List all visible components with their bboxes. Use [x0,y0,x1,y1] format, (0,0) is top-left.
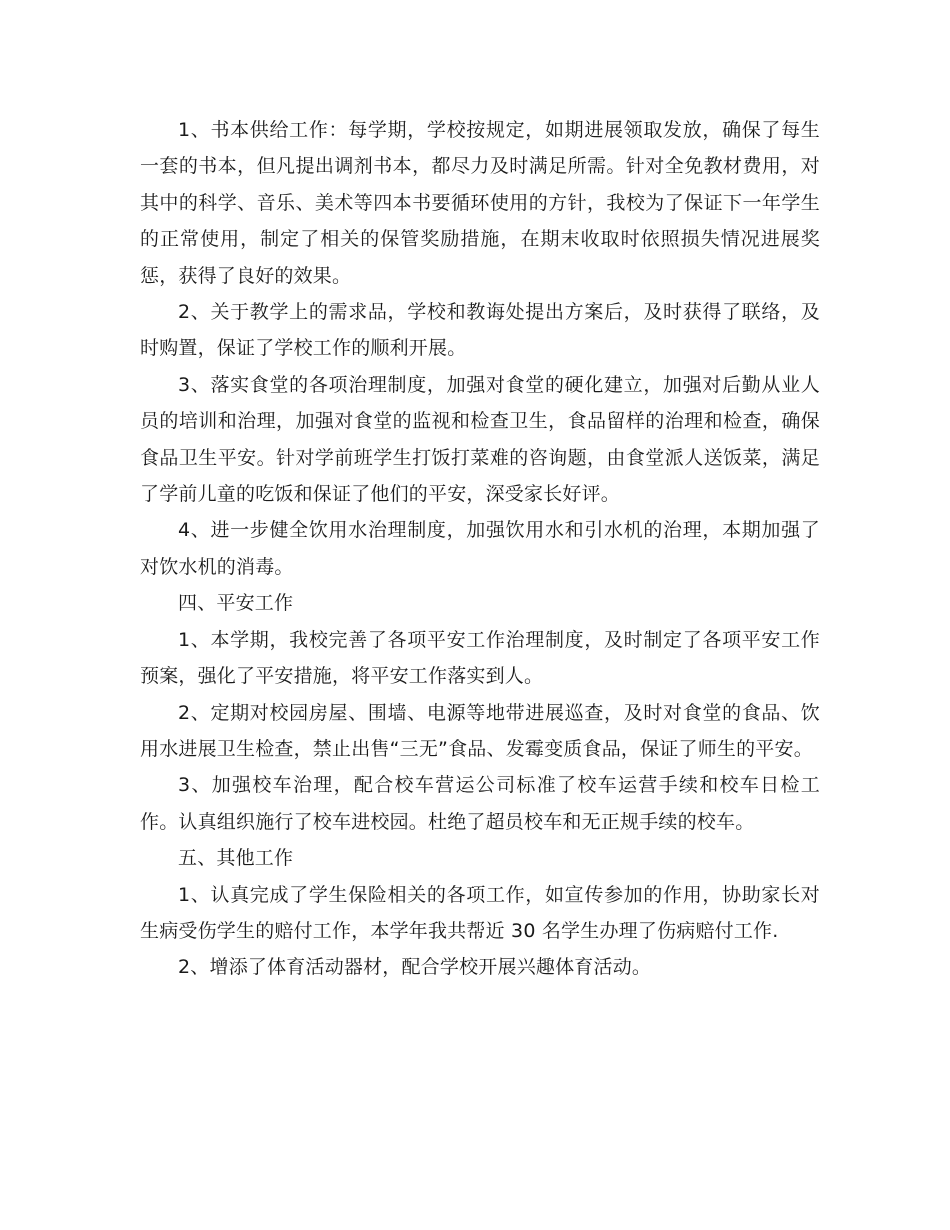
paragraph-school-bus: 3、加强校车治理，配合校车营运公司标准了校车运营手续和校车日检工作。认真组织施行了校车进校园。杜绝了超员校车和无正规手续的校车。 [140,774,820,833]
paragraph-drinking-water: 4、进一步健全饮用水治理制度，加强饮用水和引水机的治理，本期加强了对饮水机的消毒。 [140,519,820,578]
paragraph-sports-equipment: 2、增添了体育活动器材，配合学校开展兴趣体育活动。 [178,956,652,979]
paragraph-student-insurance: 1、认真完成了学生保险相关的各项工作，如宣传参加的作用，协助家长对生病受伤学生的赔付工作，本学年我共帮近 30 名学生办理了伤病赔付工作. [140,883,820,942]
section-heading-safety: 四、平安工作 [178,592,294,615]
paragraph-canteen-management: 3、落实食堂的各项治理制度，加强对食堂的硬化建立，加强对后勤从业人员的培训和治理，加强对食堂的监视和检查卫生，食品留样的治理和检查，确保食品卫生平安。针对学前班学生打饭打菜难的咨询题，由食堂派人送饭菜，满足了学前儿童的吃饭和保证了他们的平安，深受家长好评。 [140,373,820,506]
paragraph-book-supply: 1、书本供给工作：每学期，学校按规定，如期进展领取发放，确保了每生一套的书本，但凡提出调剂书本，都尽力及时满足所需。针对全免教材费用，对其中的科学、音乐、美术等四本书要循环使用的方针，我校为了保证下一年学生的正常使用，制定了相关的保管奖励措施，在期末收取时依照损失情况进展奖惩，获得了良好的效果。 [140,119,820,287]
paragraph-campus-inspection: 2、定期对校园房屋、围墙、电源等地带进展巡查，及时对食堂的食品、饮用水进展卫生检查，禁止出售“三无”食品、发霉变质食品，保证了师生的平安。 [140,701,820,760]
paragraph-teaching-supplies: 2、关于教学上的需求品，学校和教诲处提出方案后，及时获得了联络，及时购置，保证了学校工作的顺利开展。 [140,301,820,360]
paragraph-safety-system: 1、本学期，我校完善了各项平安工作治理制度，及时制定了各项平安工作预案，强化了平安措施，将平安工作落实到人。 [140,628,820,688]
document-body [140,112,820,986]
section-heading-other: 五、其他工作 [178,847,294,870]
